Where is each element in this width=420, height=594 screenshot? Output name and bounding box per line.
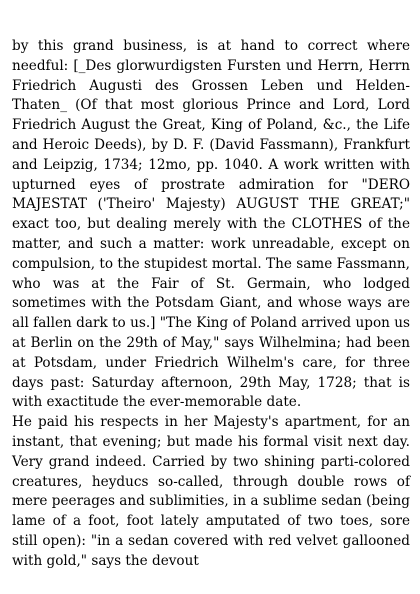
- paragraph-1: by this grand business, is at hand to correct where needful: [_Des glorwurdigsten Fursten und Herrn, Herrn Friedrich Augusti des Grossen Leben und Helden-Thaten_ (Of that most glorious Prince and Lord, Lord Friedrich August the Great, King of Poland, &c., the Life and Heroic Deeds), by D. F. (David Fassmann), Frankfurt and Leipzig, 1734; 12mo, pp. 1040. A work written with upturned eyes of prostrate admiration for "DERO MAJESTAT ('Theiro' Majesty) AUGUST THE GREAT;" exact too, but dealing merely with the CLOTHES of the matter, and such a matter: work unreadable, except on compulsion, to the stupidest mortal. The same Fassmann, who was at the Fair of St. Germain, who lodged sometimes with the Potsdam Giant, and whose ways are all fallen dark to us.] "The King of Poland arrived upon us at Berlin on the 29th of May," says Wilhelmina; had been at Potsdam, under Friedrich Wilhelm's care, for three days past: Saturday afternoon, 29th May, 1728; that is with exactitude the ever-memorable date.: [12, 38, 410, 411]
- document-page: [12, 37, 410, 572]
- paragraph-2: He paid his respects in her Majesty's apartment, for an instant, that evening; but made his formal visit next day. Very grand indeed. Carried by two shining parti-colored creatures, heyducs so-called, through double rows of mere peerages and sublimities, in a sublime sedan (being lame of a foot, foot lately amputated of two toes, sore still open): "in a sedan covered with red velvet gallooned with gold," says the devout: [12, 414, 410, 569]
